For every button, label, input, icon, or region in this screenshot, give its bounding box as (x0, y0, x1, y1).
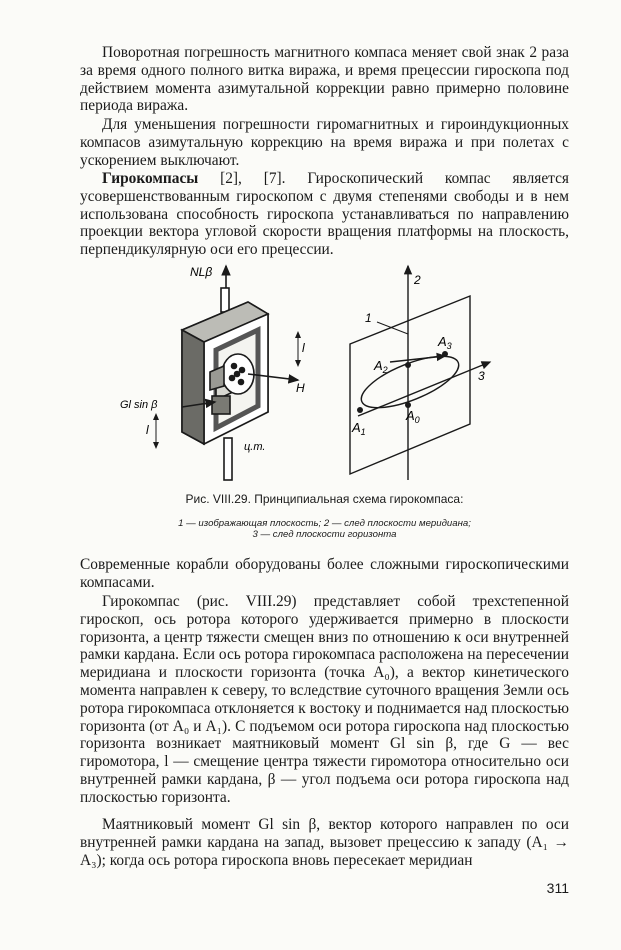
legend-line-2: 3 — след плоскости горизонта (252, 529, 397, 540)
paragraph-ships: Современные корабли оборудованы более сложными гироскопическими компасами. (80, 556, 569, 591)
label-2: 2 (414, 273, 421, 287)
label-3: 3 (478, 369, 485, 383)
lower-shaft (224, 438, 232, 480)
gimbal-assembly (156, 266, 298, 480)
outer-frame-side (182, 330, 204, 444)
label-l-lower: l (146, 423, 149, 437)
label-A2: $A_2$ (374, 358, 388, 375)
label-side-force: Gl sin β (120, 399, 158, 411)
label-A0: $A_0$ (406, 408, 420, 425)
weight (212, 396, 230, 414)
figure-caption: Рис. VIII.29. Принципиальная схема гирокомпаса: (185, 492, 464, 506)
gyrocompass-text: [2], [7]. Гироскопический компас является усовершенствованным гироскопом с двумя степенями свободы и в нем использована способность гироскопа устанавливаться по направлению проекции вектора угловой скорости вращения платформы на плоскость, перпендикулярную оси его прецессии. (80, 170, 569, 259)
paragraph-1: Поворотная погрешность магнитного компаса меняет свой знак 2 раза за время одного полного витка виража, и время прецессии гироскопа под действием момента азимутальной коррекции равно примерно половине периода виража. (80, 44, 569, 115)
representing-plane (350, 266, 490, 480)
paragraph-pendulum-moment: Маятниковый момент Gl sin β, вектор которого направлен по оси внутренней рамки кардана на запад, вызовет прецессию к западу (A₁ → A₃); когда ось ротора гироскопа вновь пересекает меридиан (80, 816, 569, 869)
label-H: H (296, 381, 305, 395)
figure-legend (80, 518, 569, 540)
legend-line-1: 1 — изображающая плоскость; 2 — след плоскости меридиана; (178, 518, 471, 529)
upper-shaft (221, 288, 229, 312)
page-number: 311 (546, 880, 569, 896)
label-top-force: NLβ (190, 265, 213, 279)
label-1: 1 (365, 311, 372, 325)
paragraph-gyrocompass-description: Гирокомпас (рис. VIII.29) представляет собой трехстепенной гироскоп, ось ротора которого удерживается примерно в плоскости горизонта, а центр тяжести смещен вниз по отношению к оси внутренней рамки кардана. Если ось ротора гирокомпаса расположена на пересечении меридиана и плоскости горизонта (точка A₀), а вектор кинетического момента направлен к северу, то вследствие суточного вращения Земли ось ротора гирокомпаса отклоняется к востоку и поднимается над плоскостью горизонта (от A₀ и A₁). С подъемом оси ротора гироскопа над плоскостью горизонта возникает маятниковый момент Gl sin β, где G — вес гиромотора, l — смещение центра тяжести гиромотора относительно оси внутренней рамки кардана, β — угол подъема оси ротора гироскопа над плоскостью горизонта. (80, 593, 569, 806)
paragraph-gyrocompass (80, 170, 569, 259)
term-gyrocompasses: Гирокомпасы (102, 170, 199, 187)
gyrocompass-diagram (120, 262, 510, 487)
label-center-of-mass: ц.т. (244, 441, 266, 453)
label-l-upper: l (302, 341, 305, 355)
paragraph-2: Для уменьшения погрешности гиромагнитных и гироиндукционных компасов азимутальную коррекцию на время виража и при полетах с ускорением выключают. (80, 116, 569, 169)
label-A1: $A_1$ (352, 420, 366, 437)
label-A3: $A_3$ (438, 334, 452, 351)
